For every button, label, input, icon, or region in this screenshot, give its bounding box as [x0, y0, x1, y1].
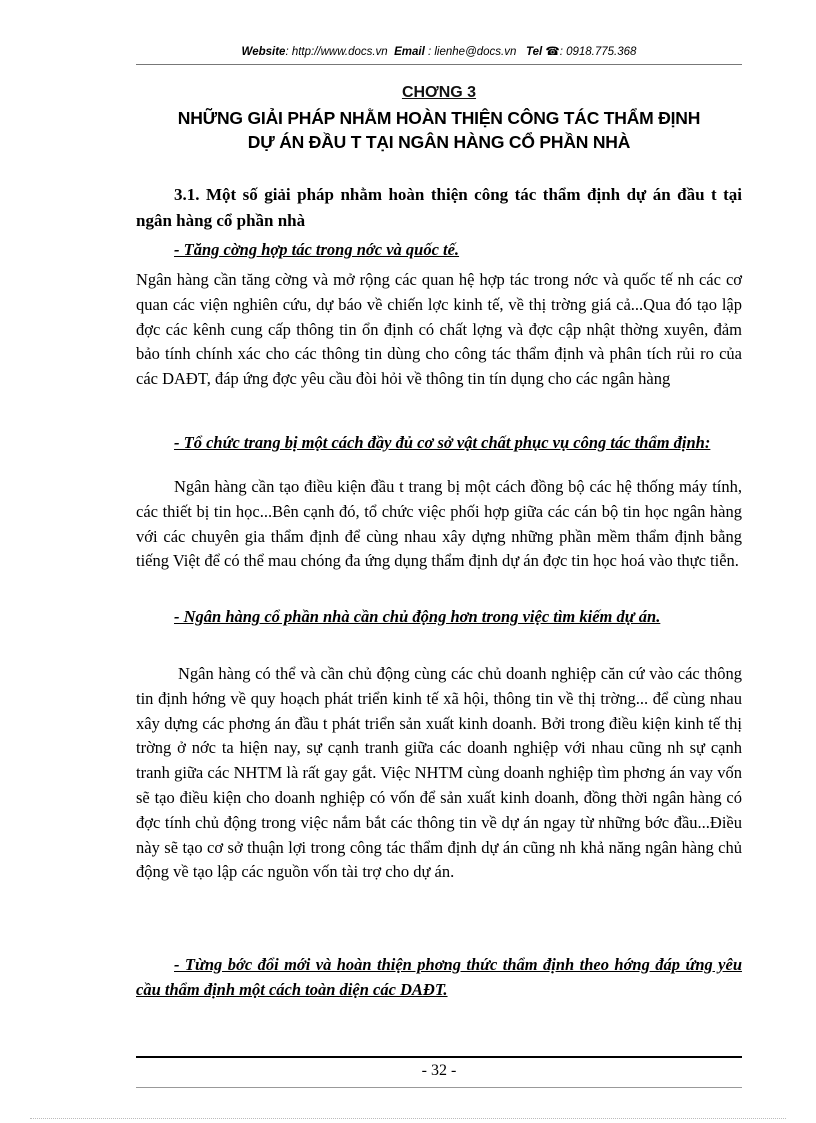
chapter-title-line-2: DỰ ÁN ĐẦU T TẠI NGÂN HÀNG CỔ PHẦN NHÀ	[247, 132, 631, 152]
tel-label: Tel	[525, 46, 543, 58]
tel-value: : 0918.775.368	[559, 46, 637, 58]
chapter-title-line-1: NHỮNG GIẢI PHÁP NHẰM HOÀN THIỆN CÔNG TÁC THẨM ĐỊNH	[177, 108, 701, 128]
subsection-title-2: - Tổ chức trang bị một cách đầy đủ cơ sở vật chất phục vụ công tác thẩm định:	[174, 433, 711, 452]
chapter-label: CHƠNG 3	[401, 84, 477, 101]
section-heading: 3.1. Một số giải pháp nhằm hoàn thiện công tác thẩm định dự án đầu t tại ngân hàng cổ phần nhà	[136, 185, 742, 230]
subsection-body-2: Ngân hàng cần tạo điều kiện đầu t trang bị một cách đồng bộ các hệ thống máy tính, các thiết bị tin học...Bên cạnh đó, tổ chức việc phối hợp giữa các cán bộ tin học ngân hàng với các chuyên gia thẩm định để cùng nhau xây dựng những phần mềm thẩm định bằng tiếng Việt để có thể mau chóng đa ứng dụng thẩm định dự án đợc tin học hoá vào thực tiễn.	[136, 477, 742, 571]
email-value: : lienhe@docs.vn	[427, 46, 517, 58]
footer-rule	[136, 1056, 742, 1058]
page-edge-rule	[30, 1118, 786, 1119]
subsection-body-1: Ngân hàng cần tăng cờng và mở rộng các quan hệ hợp tác trong nớc và quốc tế nh các cơ quan các viện nghiên cứu, dự báo về chiến lợc kinh tế, về thị trờng giá cả...Qua đó tạo lập đợc các kênh cung cấp thông tin ổn định có chất lợng và đợc cập nhật thờng xuyên, đảm bảo tính chính xác cho các thông tin dùng cho công tác thẩm định và phân tích rủi ro của các DAĐT, đáp ứng đợc yêu cầu đòi hỏi về thông tin tín dụng cho các ngân hàng	[136, 270, 742, 389]
subsection-title-3: - Ngân hàng cổ phần nhà cần chủ động hơn trong việc tìm kiếm dự án.	[174, 607, 661, 626]
phone-icon: ☎	[545, 46, 560, 58]
subsection-title-4: - Từng bớc đổi mới và hoàn thiện phơng thức thẩm định theo hớng đáp ứng yêu cầu thẩm định một cách toàn diện các DAĐT.	[136, 955, 742, 999]
email-label: Email	[394, 46, 425, 58]
header-rule	[136, 64, 742, 65]
chapter-title	[136, 106, 742, 154]
website-label: Website	[241, 46, 286, 58]
subsection-body-3: Ngân hàng có thể và cần chủ động cùng các chủ doanh nghiệp căn cứ vào các thông tin định hớng về quy hoạch phát triển kinh tế xã hội, thông tin về thị trờng... để cùng nhau xây dựng các phơng án đầu t phát triển sản xuất kinh doanh. Bởi trong điều kiện kinh tế thị trờng ở nớc ta hiện nay, sự cạnh tranh giữa các doanh nghiệp với nhau cũng nh sự cạnh tranh giữa các NHTM là rất gay gắt. Việc NHTM cùng doanh nghiệp tìm phơng án vay vốn sẽ tạo điều kiện cho doanh nghiệp có vốn để sản xuất kinh doanh, đồng thời ngân hàng có đợc tính chủ động trong việc nắm bắt các thông tin về dự án ngay từ những bớc đầu...Điều này sẽ tạo cơ sở thuận lợi trong công tác thẩm định dự án cũng nh khả năng ngân hàng chủ động về tạo lập các nguồn vốn tài trợ cho dự án.	[136, 664, 742, 882]
subsection-title-1: - Tăng cờng hợp tác trong nớc và quốc tế.	[174, 240, 460, 259]
page-number: - 32 -	[421, 1062, 457, 1079]
website-value: : http://www.docs.vn	[285, 46, 388, 58]
bottom-rule	[136, 1087, 742, 1088]
page-header	[136, 44, 742, 58]
